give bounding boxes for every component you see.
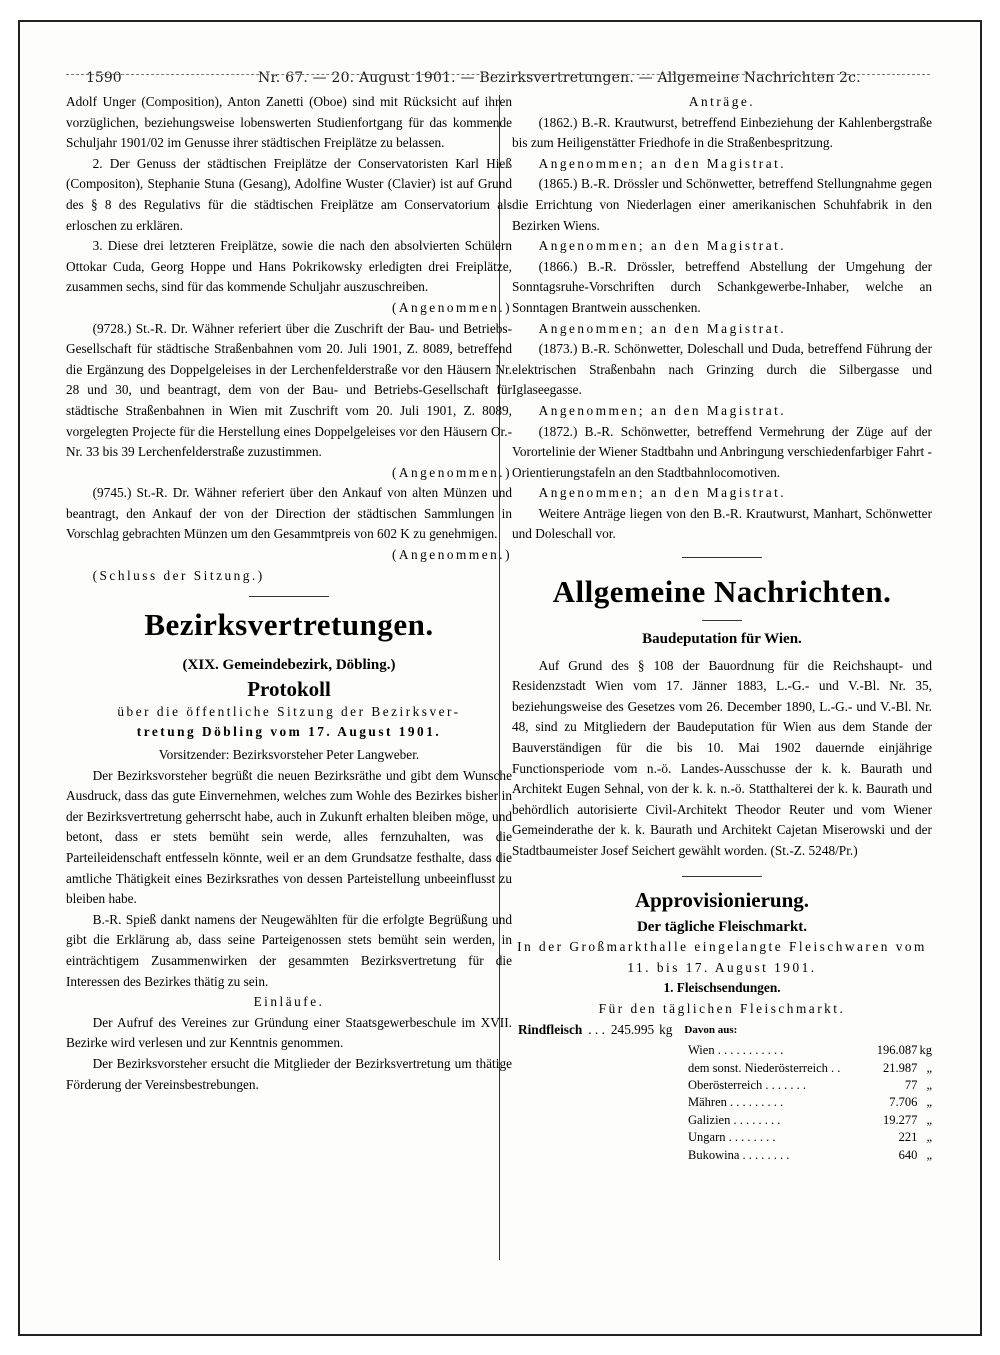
meeting-line-2: tretung Döbling vom 17. August 1901. xyxy=(136,724,442,740)
origin-name: Oberösterreich . . . . . . . xyxy=(688,1077,807,1092)
origin-row xyxy=(688,1060,932,1077)
origin-value: 21.987 xyxy=(882,1060,918,1075)
origin-unit: „ xyxy=(926,1147,932,1162)
motion-1866: (1866.) B.-R. Drössler, betreffend Abstellung der Umgehung der Sonntagsruhe-Vorschriften durch Schankgewerbe-Inhaber, welche an Sonntagen Brantwein ausschenken. xyxy=(512,258,932,315)
section-rule xyxy=(249,596,329,597)
baudeputation-text: Auf Grund des § 108 der Bauordnung für die Reichshaupt- und Residenzstadt Wien vom 17. Jänner 1883, L.-G.- und V.-Bl. Nr. 35, beziehungsweise des Gesetzes vom 26. December 1890, L.-G.- und V.-Bl. Nr. 48, sind zu Mitgliedern der Baudeputation für Wien aus dem Stande der Bauverständigen für die bis 10. Mai 1902 dauernde einjährige Functionsperiode vom n.-ö. Landes-Ausschusse der k. k. Baurath und Architekt Eugen Sehnal, von der k. k. n.-ö. Statthalterei der k. k. Baurath und behördlich autorisierte Civil-Architekt Theodor Reuter und vom Wiener Gemeinderathe der k. k. Baurath und Architekt Cajetan Miserowski und der Stadtbaumeister Josef Seichert gewählt worden. (St.-Z. 5248/Pr.) xyxy=(512,657,932,858)
motion-1872: (1872.) B.-R. Schönwetter, betreffend Vermehrung der Züge auf der Vorortelinie der Wiener Stadtbahn und Anbringung verschiedenfarbiger Fahrt - Orientierungstafeln an den Stadtbahnlocomotiven. xyxy=(512,423,932,480)
resolution-tag: (Angenommen.) xyxy=(391,299,512,315)
motion-1862: (1862.) B.-R. Krautwurst, betreffend Einbeziehung der Kahlenbergstraße bis zum Heiligenstätter Friedhofe in die Straßenbespritzung. xyxy=(512,114,932,151)
origin-value: 19.277 xyxy=(882,1112,918,1127)
origin-name: Mähren . . . . . . . . . xyxy=(688,1095,784,1110)
section-title-bezirksvertretungen: Bezirksvertretungen. xyxy=(144,607,434,643)
paragraph-continuation: Adolf Unger (Composition), Anton Zanetti (Oboe) sind mit Rücksicht auf ihren vorzüglichen, beziehungsweise lobenswerten Studienfortgang für das kommende Schuljahr 1901/02 im Genusse ihrer städtischen Freiplätze zu belassen. xyxy=(66,94,512,151)
section-rule xyxy=(682,557,762,558)
origin-row xyxy=(688,1094,932,1111)
paragraph-item-2: 2. Der Genuss der städtischen Freiplätze der Conservatoristen Karl Hieß (Compositon), Stephanie Stuna (Gesang), Adolfine Wuster (Clavier) ist auf Grund des § 8 des Regulativs für die städtischen Freiplätze am Conservatorium als erloschen zu erklären. xyxy=(66,155,512,233)
meeting-line-1: über die öffentliche Sitzung der Bezirksver- xyxy=(117,703,461,719)
origin-row xyxy=(688,1042,932,1059)
baudeputation-heading: Baudeputation für Wien. xyxy=(642,631,802,648)
origin-value: 196.087 xyxy=(876,1043,918,1058)
origin-value: 77 xyxy=(904,1077,918,1092)
motion-1873: (1873.) B.-R. Schönwetter, Doleschall und Duda, betreffend Führung der elektrischen Straßenbahn nach Grinzing durch die Silbergasse und Iglaseegasse. xyxy=(512,341,932,398)
district-heading: (XIX. Gemeindebezirk, Döbling.) xyxy=(182,657,396,674)
section-rule xyxy=(682,876,762,877)
origin-row xyxy=(688,1077,932,1094)
beef-total-row xyxy=(518,1020,932,1041)
fleischmarkt-heading: Der tägliche Fleischmarkt. xyxy=(636,918,808,935)
origin-unit: „ xyxy=(926,1130,932,1145)
right-column xyxy=(512,92,932,1164)
running-title: Nr. 67. — 20. August 1901. — Bezirksvertretungen. — Allgemeine Nachrichten 2c. xyxy=(258,70,861,86)
chairman-line: Vorsitzender: Bezirksvorsteher Peter Langweber. xyxy=(158,747,420,763)
origin-unit: „ xyxy=(926,1077,932,1092)
paragraph-spiess: B.-R. Spieß dankt namens der Neugewählten für die erfolgte Begrüßung und gibt die Erklärung ab, dass seine Parteigenossen stets bemüht sein werden, in einträchtigem Zusammenwirken der gesammten Bezirksvertretung für die Interessen des Bezirkes thätig zu sein. xyxy=(66,911,512,989)
motion-result: Angenommen; an den Magistrat. xyxy=(538,155,787,171)
beef-value: 245.995 xyxy=(610,1021,655,1037)
origin-name: dem sonst. Niederösterreich . . xyxy=(688,1060,841,1075)
origin-name: Wien . . . . . . . . . . . xyxy=(688,1043,784,1058)
origin-unit: „ xyxy=(926,1112,932,1127)
origin-unit: kg xyxy=(919,1043,932,1058)
origin-name: Ungarn . . . . . . . . xyxy=(688,1130,776,1145)
origins-table xyxy=(688,1042,932,1164)
beef-leader-dots: . . . xyxy=(588,1021,605,1037)
approvisionierung-heading: Approvisionierung. xyxy=(634,887,810,912)
section-title-allgemeine-nachrichten: Allgemeine Nachrichten. xyxy=(552,574,892,610)
paragraph-welcome: Der Bezirksvorsteher begrüßt die neuen Bezirksräthe und gibt dem Wunsche Ausdruck, dass das gute Einvernehmen, welches zum Wohle des Bezirkes bisher in der Bezirksvertretung geherrscht habe, auch in Zukunft erhalten bleiben möge, und betont, dass er stets bemüht sein werde, alles fernzuhalten, was die Parteileidenschaft entfesseln könnte, weil er an dem Grundsatze festhalte, dass die amtliche Thätigkeit eines Bezirksrathes von dessen Parteistellung unbeeinflusst zu bleiben habe. xyxy=(66,767,512,907)
protokoll-heading: Protokoll xyxy=(247,676,331,701)
resolution-tag: (Angenommen.) xyxy=(391,547,512,563)
fleischsendungen-heading: 1. Fleischsendungen. xyxy=(663,980,781,996)
further-motions: Weitere Anträge liegen von den B.-R. Krautwurst, Manhart, Schönwetter und Doleschall vor. xyxy=(512,505,932,542)
fleischmarkt-intro: In der Großmarkthalle eingelangte Fleischwaren vom 11. bis 17. August 1901. xyxy=(517,939,927,975)
motion-result: Angenommen; an den Magistrat. xyxy=(538,402,787,418)
origin-unit: „ xyxy=(926,1095,932,1110)
section-rule xyxy=(702,620,742,621)
motion-result: Angenommen; an den Magistrat. xyxy=(538,485,787,501)
einlaeufe-heading: Einläufe. xyxy=(253,994,325,1010)
resolution-tag: (Angenommen.) xyxy=(391,464,512,480)
paragraph-9728: (9728.) St.-R. Dr. Wähner referiert über die Zuschrift der Bau- und Betriebs-Gesellschaft für städtische Straßenbahnen vom 20. Juli 1901, Z. 8089, betreffend die Ergänzung des Doppelgeleises in der Lerchenfelderstraße vor den Häusern Nr. 28 und 30, und beantragt, dem von der Bau- und Betriebs-Gesellschaft für städtische Straßenbahnen in Wien mit Zuschrift vom 20. Juli 1901, Z. 8089, vorgelegten Projecte für die Herstellung eines Doppelgeleises vor den Häusern Or.-Nr. 33 bis 39 Lerchenfelderstraße zuzustimmen. xyxy=(66,320,512,460)
origin-row xyxy=(688,1112,932,1129)
motion-result: Angenommen; an den Magistrat. xyxy=(538,320,787,336)
beef-label: Rindfleisch xyxy=(518,1021,583,1037)
session-closing: (Schluss der Sitzung.) xyxy=(92,567,265,583)
origin-row xyxy=(688,1129,932,1146)
header-rule xyxy=(66,74,930,75)
left-column xyxy=(66,92,512,1095)
origin-value: 7.706 xyxy=(889,1095,918,1110)
paragraph-9745: (9745.) St.-R. Dr. Wähner referiert über den Ankauf von alten Münzen und beantragt, den Ankauf der von der Direction der städtischen Sammlungen in Vorschlag gebrachten Münzen um den Gesammtpreis von 602 K zu genehmigen. xyxy=(66,485,512,542)
origin-name: Galizien . . . . . . . . xyxy=(688,1112,781,1127)
paragraph-aufruf: Der Aufruf des Vereines zur Gründung einer Staatsgewerbeschule im XVII. Bezirke wird verlesen und zur Kenntnis genommen. xyxy=(66,1014,512,1051)
paragraph-item-3: 3. Diese drei letzteren Freiplätze, sowie die nach den absolvierten Schülern Ottokar Cuda, Georg Hoppe und Hans Pokrikowsky erledigten drei Freiplätze, zusammen sechs, sind für das kommende Schuljahr auszuschreiben. xyxy=(66,238,512,295)
origin-name: Bukowina . . . . . . . . xyxy=(688,1147,790,1162)
page-number: 1590 xyxy=(86,70,122,86)
origin-value: 640 xyxy=(898,1147,918,1162)
paragraph-foerderung: Der Bezirksvorsteher ersucht die Mitglieder der Bezirksvertretung um thätige Förderung der Vereinsbestrebungen. xyxy=(66,1055,512,1092)
origin-unit: „ xyxy=(926,1060,932,1075)
motion-result: Angenommen; an den Magistrat. xyxy=(538,238,787,254)
beef-unit: kg xyxy=(659,1021,673,1037)
davon-label: Davon aus: xyxy=(684,1023,738,1036)
origin-value: 221 xyxy=(898,1130,918,1145)
for-market-line: Für den täglichen Fleischmarkt. xyxy=(598,1000,846,1016)
antraege-heading: Anträge. xyxy=(688,94,756,109)
motion-1865: (1865.) B.-R. Drössler und Schönwetter, betreffend Stellungnahme gegen die Errichtung von Niederlagen einer amerikanischen Schuhfabrik in den Bezirken Wiens. xyxy=(512,176,932,233)
origin-row xyxy=(688,1147,932,1164)
